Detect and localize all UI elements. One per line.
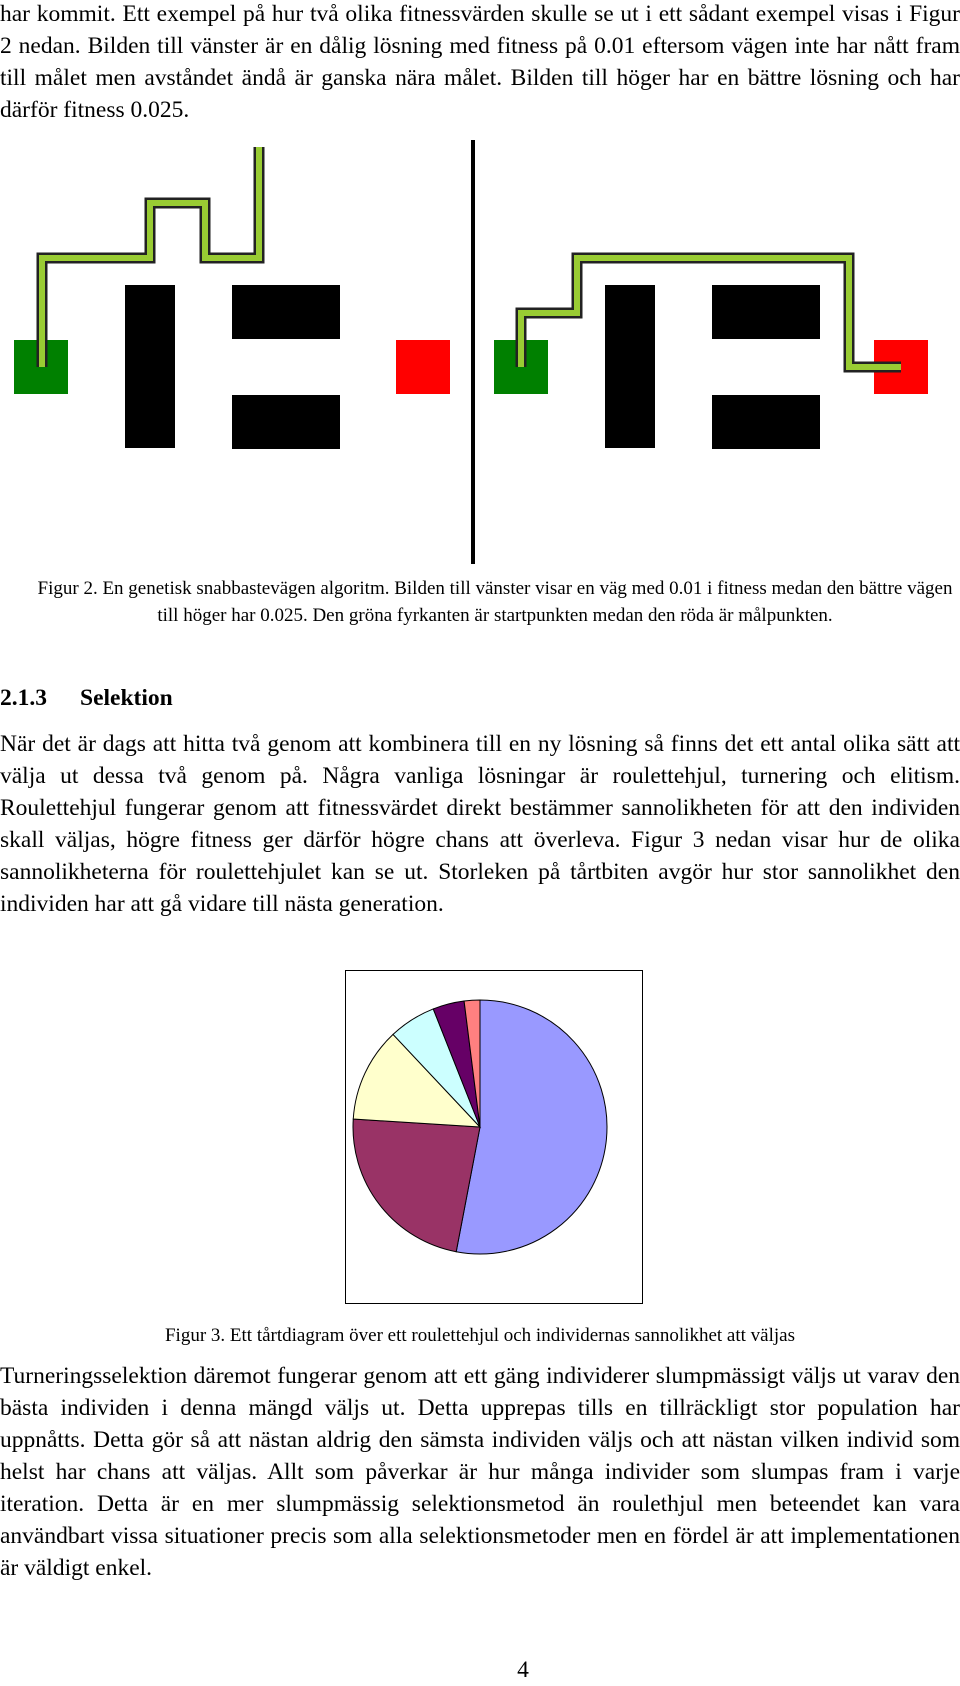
- left-obstacle-top: [232, 285, 340, 339]
- left-obstacle-vertical: [125, 285, 175, 448]
- selection-paragraph: När det är dags att hitta två genom att kombinera till en ny lösning så finns det ett antal olika sätt att välja ut dessa två genom på. Några vanliga lösningar är roulettehjul, turnering och elitism. Roulettehjul fungerar genom att fitnessvärdet direkt bestämmer sannolikheten för att den individen skall väljas, högre fitness ger därför högre chans att överleva. Figur 3 nedan visar hur de olika sannolikheterna för roulettehjulet kan se ut. Storleken på tårtbiten avgör hur stor sannolikhet den individen har att gå vidare till nästa generation.: [0, 731, 960, 917]
- section-heading: [0, 682, 173, 714]
- section-number: 2.1.3: [0, 685, 47, 711]
- right-path: [521, 258, 901, 367]
- figure-2-caption: Figur 2. En genetisk snabbastevägen algoritm. Bilden till vänster visar en väg med 0.01 i fitness medan den bättre vägen till höger har 0.025. Den gröna fyrkanten är startpunkten medan den röda är målpunkten.: [37, 578, 953, 626]
- left-obstacle-bottom: [232, 395, 340, 449]
- page-number: 4: [517, 1657, 529, 1683]
- right-obstacle-vertical: [605, 285, 655, 448]
- left-goal-square: [396, 340, 450, 394]
- figure-3-caption: Figur 3. Ett tårtdiagram över ett roulettehjul och individernas sannolikhet att väljas: [164, 1325, 795, 1346]
- figure-3-chart-frame: [345, 970, 643, 1304]
- tournament-paragraph: Turneringsselektion däremot fungerar genom att ett gäng individerer slumpmässigt väljs ut varav den bästa individen i denna mängd väljs ut. Detta upprepas tills en tillräckligt stor population har uppnåtts. Detta gör så att nästan aldrig den sämsta individen väljs och att nästan vilken individ som helst har chans att väljas. Allt som påverkar är hur många individer som slumpas fram i varje iteration. Detta är en mer slumpmässig selektionsmetod än roulethjul men beteendet kan vara användbart vissa situationer precis som alla selektionsmetoder men en fördel är att implementationen är väldigt enkel.: [0, 1363, 960, 1581]
- roulette-pie-chart: [346, 971, 642, 1303]
- intro-paragraph: har kommit. Ett exempel på hur två olika fitnessvärden skulle se ut i ett sådant exempel visas i Figur 2 nedan. Bilden till vänster är en dålig lösning med fitness på 0.01 eftersom vägen inte har nått fram till målet men avståndet ändå är ganska nära målet. Bilden till höger har en bättre lösning och har därför fitness 0.025.: [0, 1, 960, 123]
- right-obstacle-bottom: [712, 395, 820, 449]
- section-title: Selektion: [80, 685, 173, 711]
- right-obstacle-top: [712, 285, 820, 339]
- figure-2-path-illustration: [0, 140, 960, 570]
